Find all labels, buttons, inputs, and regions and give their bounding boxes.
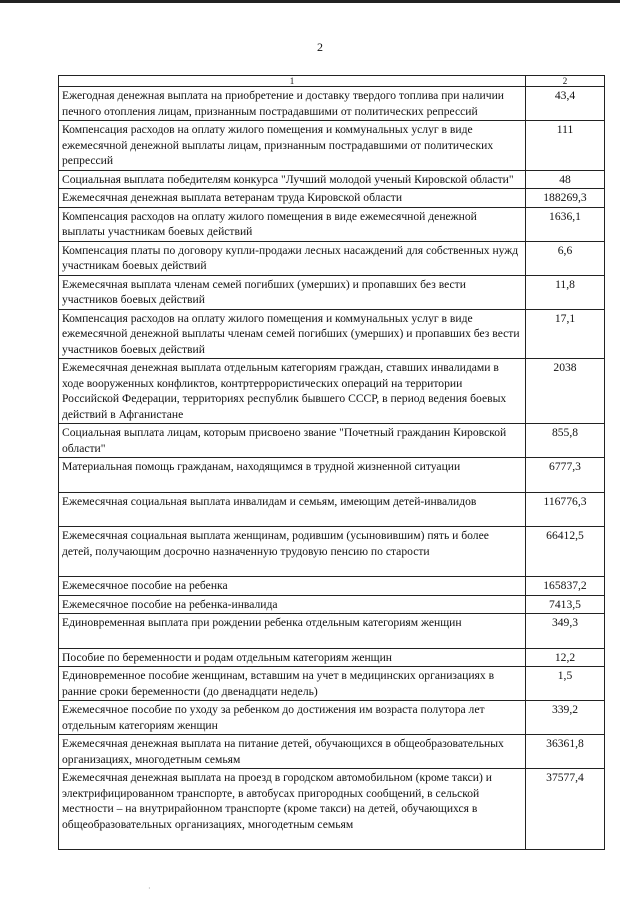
row-label: Ежемесячная выплата членам семей погибших (умерших) и пропавших без вести участников боевых действий bbox=[59, 275, 526, 309]
row-value: 11,8 bbox=[526, 275, 605, 309]
row-value: 7413,5 bbox=[526, 595, 605, 614]
row-label: Компенсация расходов на оплату жилого помещения в виде ежемесячной денежной выплаты участникам боевых действий bbox=[59, 207, 526, 241]
table-row bbox=[59, 309, 605, 359]
row-label: Единовременная выплата при рождении ребенка отдельным категориям женщин bbox=[59, 614, 526, 649]
row-value: 6,6 bbox=[526, 241, 605, 275]
table-header-row bbox=[59, 76, 605, 87]
row-value: 188269,3 bbox=[526, 189, 605, 208]
row-value: 339,2 bbox=[526, 701, 605, 735]
row-label: Ежемесячная денежная выплата на питание детей, обучающихся в общеобразовательных организациях, многодетным семьям bbox=[59, 735, 526, 769]
table-row bbox=[59, 87, 605, 121]
row-value: 6777,3 bbox=[526, 458, 605, 493]
row-value: 111 bbox=[526, 121, 605, 171]
table-row bbox=[59, 577, 605, 596]
row-label: Ежемесячная денежная выплата ветеранам труда Кировской области bbox=[59, 189, 526, 208]
table-row bbox=[59, 207, 605, 241]
row-value: 2038 bbox=[526, 359, 605, 424]
row-value: 349,3 bbox=[526, 614, 605, 649]
table-row bbox=[59, 121, 605, 171]
table-row bbox=[59, 458, 605, 493]
column-header-2: 2 bbox=[526, 76, 605, 87]
row-value: 37577,4 bbox=[526, 769, 605, 850]
table-row bbox=[59, 701, 605, 735]
row-label: Ежемесячное пособие на ребенка bbox=[59, 577, 526, 596]
top-border-line bbox=[0, 0, 620, 3]
row-label: Компенсация платы по договору купли-продажи лесных насаждений для собственных нужд участникам боевых действий bbox=[59, 241, 526, 275]
table-row bbox=[59, 769, 605, 850]
table-row bbox=[59, 735, 605, 769]
table-row bbox=[59, 189, 605, 208]
row-value: 1636,1 bbox=[526, 207, 605, 241]
row-label: Социальная выплата лицам, которым присвоено звание "Почетный гражданин Кировской области" bbox=[59, 424, 526, 458]
column-header-1: 1 bbox=[59, 76, 526, 87]
table-body bbox=[59, 87, 605, 850]
page-number: 2 bbox=[317, 40, 323, 54]
table-row bbox=[59, 359, 605, 424]
table-row bbox=[59, 170, 605, 189]
row-label: Социальная выплата победителям конкурса "Лучший молодой ученый Кировской области" bbox=[59, 170, 526, 189]
table-row bbox=[59, 492, 605, 527]
table-row bbox=[59, 648, 605, 667]
row-value: 855,8 bbox=[526, 424, 605, 458]
row-label: Пособие по беременности и родам отдельным категориям женщин bbox=[59, 648, 526, 667]
row-value: 12,2 bbox=[526, 648, 605, 667]
row-label: Ежемесячная денежная выплата отдельным категориям граждан, ставших инвалидами в ходе вооруженных конфликтов, контртеррористических операций на территории Российской Федерации, территориях республик бывшего СССР, в период ведения боевых действий в Афганистане bbox=[59, 359, 526, 424]
row-label: Материальная помощь гражданам, находящимся в трудной жизненной ситуации bbox=[59, 458, 526, 493]
table-row bbox=[59, 614, 605, 649]
row-label: Ежемесячная социальная выплата женщинам, родившим (усыновившим) пять и более детей, получающим досрочно назначенную трудовую пенсию по старости bbox=[59, 527, 526, 577]
table-row bbox=[59, 527, 605, 577]
row-value: 165837,2 bbox=[526, 577, 605, 596]
row-value: 66412,5 bbox=[526, 527, 605, 577]
table-row bbox=[59, 667, 605, 701]
row-value: 43,4 bbox=[526, 87, 605, 121]
row-value: 116776,3 bbox=[526, 492, 605, 527]
row-value: 36361,8 bbox=[526, 735, 605, 769]
row-label: Компенсация расходов на оплату жилого помещения и коммунальных услуг в виде ежемесячной денежной выплаты членам семей погибших (умерших) и пропавших без вести участников боевых действий bbox=[59, 309, 526, 359]
table-row bbox=[59, 241, 605, 275]
row-value: 1,5 bbox=[526, 667, 605, 701]
row-label: Единовременное пособие женщинам, вставшим на учет в медицинских организациях в ранние сроки беременности (до двенадцати недель) bbox=[59, 667, 526, 701]
row-value: 48 bbox=[526, 170, 605, 189]
row-label: Ежемесячное пособие на ребенка-инвалида bbox=[59, 595, 526, 614]
table-row bbox=[59, 595, 605, 614]
row-label: Ежегодная денежная выплата на приобретение и доставку твердого топлива при наличии печного отопления лицам, признанным пострадавшими от политических репрессий bbox=[59, 87, 526, 121]
row-label: Ежемесячная социальная выплата инвалидам и семьям, имеющим детей-инвалидов bbox=[59, 492, 526, 527]
scan-mark: · bbox=[148, 884, 151, 893]
table-row bbox=[59, 424, 605, 458]
row-value: 17,1 bbox=[526, 309, 605, 359]
table-row bbox=[59, 275, 605, 309]
row-label: Ежемесячная денежная выплата на проезд в городском автомобильном (кроме такси) и электрифицированном транспорте, в автобусах пригородных сообщений, в сельской местности – на внутрирайонном транспорте (кроме такси) на детей, обучающихся в общеобразовательных организациях, многодетным семьям bbox=[59, 769, 526, 850]
row-label: Компенсация расходов на оплату жилого помещения и коммунальных услуг в виде ежемесячной денежной выплаты лицам, признанным пострадавшими от политических репрессий bbox=[59, 121, 526, 171]
row-label: Ежемесячное пособие по уходу за ребенком до достижения им возраста полутора лет отдельным категориям женщин bbox=[59, 701, 526, 735]
expenditure-table bbox=[58, 75, 605, 850]
